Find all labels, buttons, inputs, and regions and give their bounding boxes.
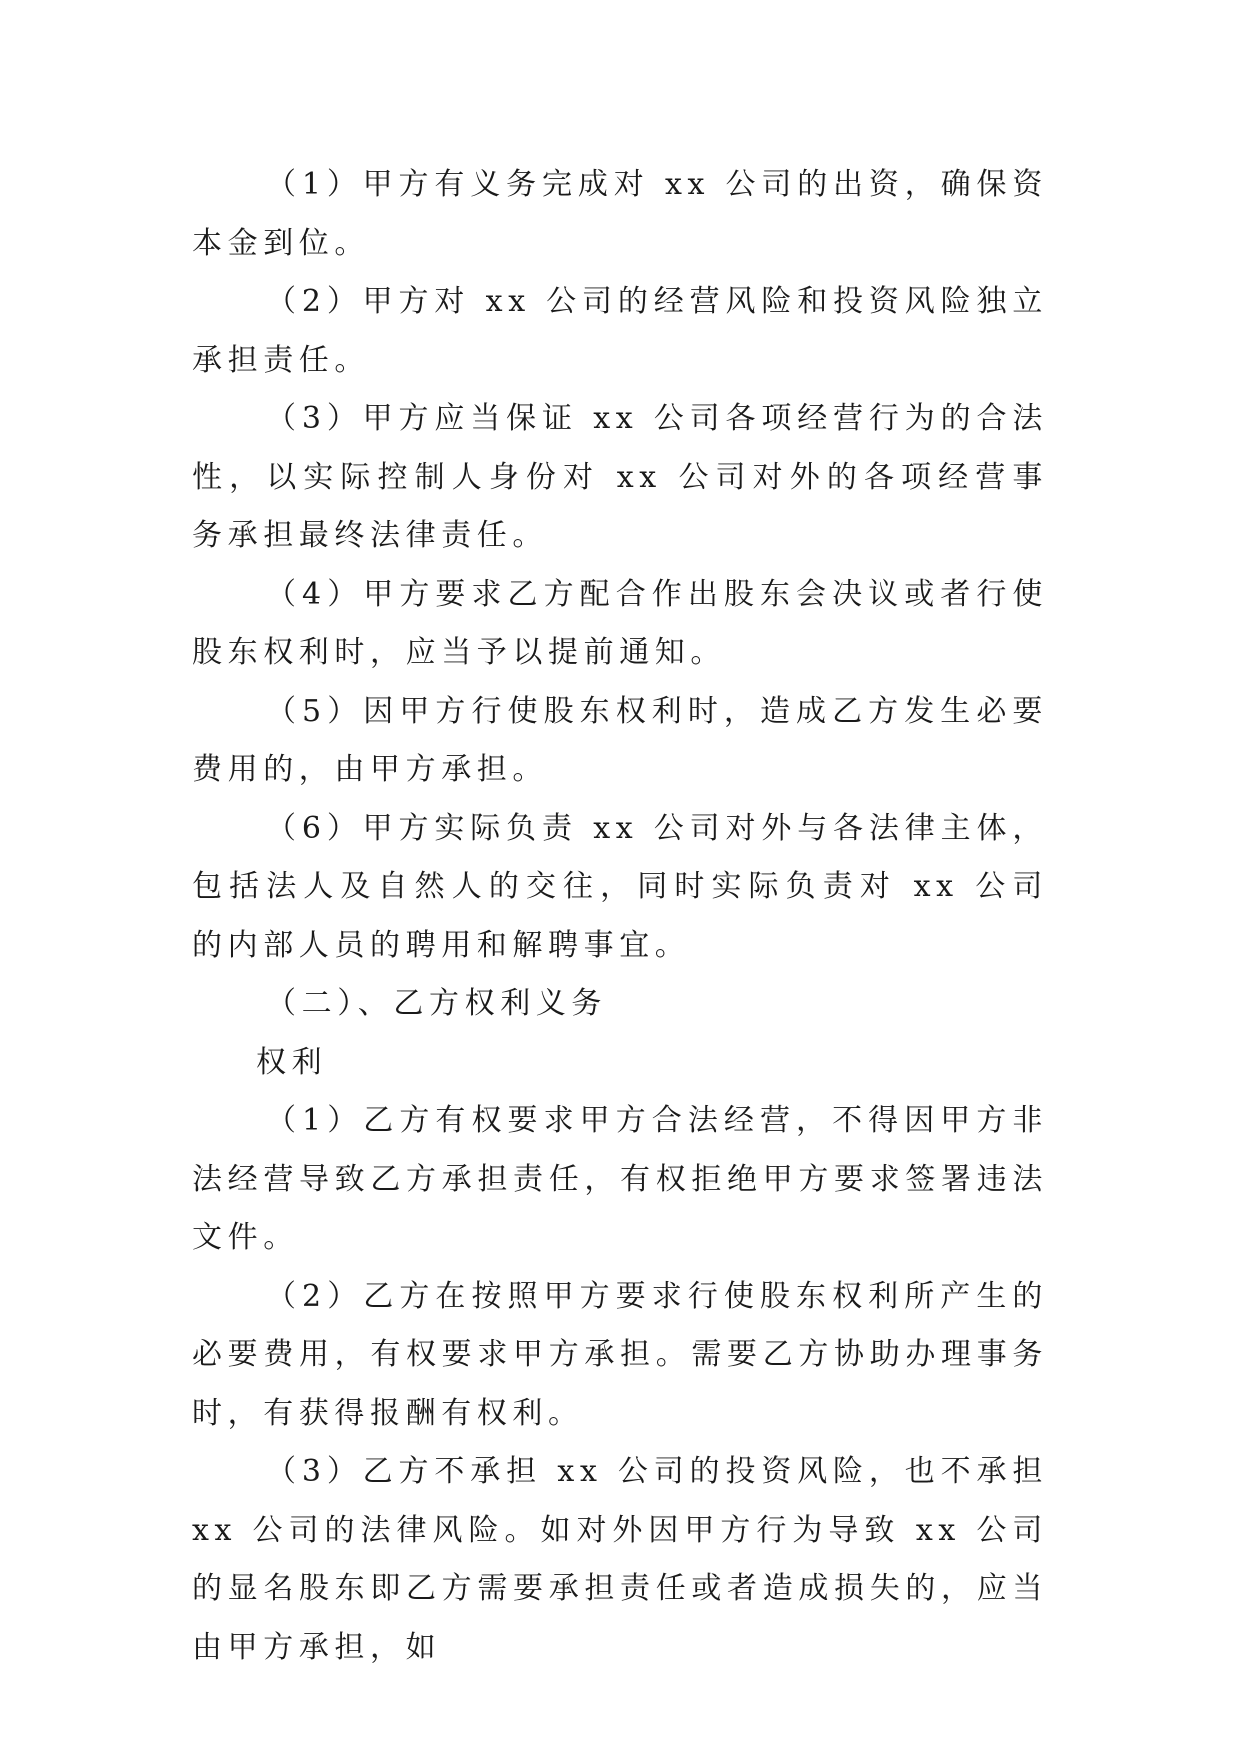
document-body <box>192 156 1048 1677</box>
paragraph-party-a-duty-1: （1）甲方有义务完成对 xx 公司的出资，确保资本金到位。 <box>192 167 1048 261</box>
paragraph-party-b-right-2: （2）乙方在按照甲方要求行使股东权利所产生的必要费用，有权要求甲方承担。需要乙方协助办理事务时，有获得报酬有权利。 <box>192 1278 1048 1431</box>
paragraph-party-a-duty-6: （6）甲方实际负责 xx 公司对外与各法律主体，包括法人及自然人的交往，同时实际负责对 xx 公司的内部人员的聘用和解聘事宜。 <box>192 810 1048 963</box>
section-heading-party-b: （二）、乙方权利义务 <box>266 986 607 1021</box>
paragraph-party-a-duty-5: （5）因甲方行使股东权利时，造成乙方发生必要费用的，由甲方承担。 <box>192 693 1048 787</box>
paragraph-party-a-duty-2: （2）甲方对 xx 公司的经营风险和投资风险独立承担责任。 <box>192 284 1048 378</box>
paragraph-party-b-right-3: （3）乙方不承担 xx 公司的投资风险，也不承担 xx 公司的法律风险。如对外因甲方行为导致 xx 公司的显名股东即乙方需要承担责任或者造成损失的，应当由甲方承担，如 <box>192 1454 1048 1665</box>
paragraph-party-b-right-1: （1）乙方有权要求甲方合法经营，不得因甲方非法经营导致乙方承担责任，有权拒绝甲方要求签署违法文件。 <box>192 1103 1048 1255</box>
subheading-rights: 权利 <box>256 1044 328 1080</box>
paragraph-party-a-duty-4: （4）甲方要求乙方配合作出股东会决议或者行使股东权利时，应当予以提前通知。 <box>192 576 1048 670</box>
paragraph-party-a-duty-3: （3）甲方应当保证 xx 公司各项经营行为的合法性，以实际控制人身份对 xx 公司对外的各项经营事务承担最终法律责任。 <box>192 401 1048 553</box>
